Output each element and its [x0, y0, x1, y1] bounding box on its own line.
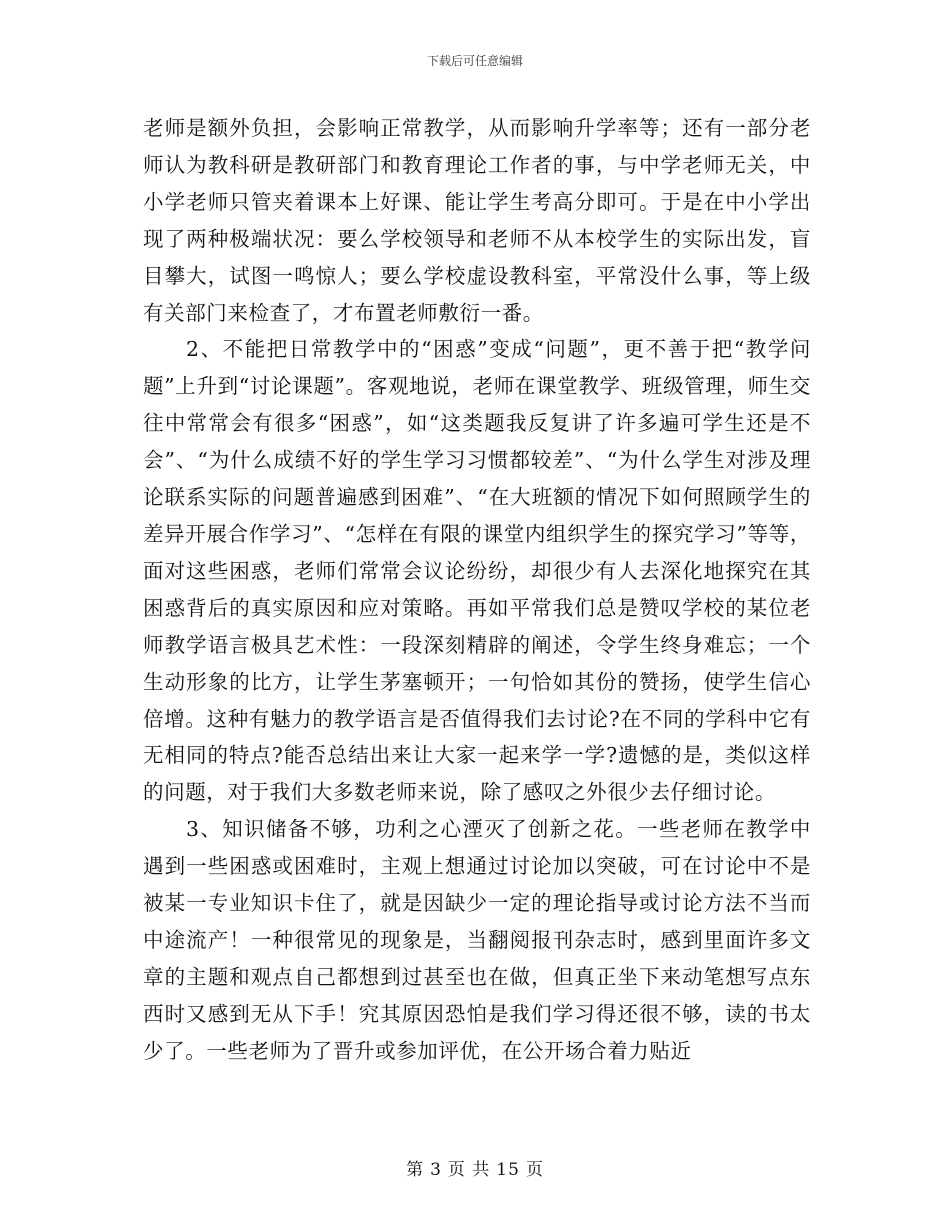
footer-middle: 页 共: [447, 1160, 491, 1180]
document-body: [143, 110, 811, 1070]
current-page-number: 3: [430, 1160, 442, 1180]
paragraph-point-2: 2、不能把日常教学中的“困惑”变成“问题”，更不善于把“教学问题”上升到“讨论课题”。客观地说，老师在课堂教学、班级管理，师生交往中常常会有很多“困惑”，如“这类题我反复讲了许多遍可学生还是不会”、“为什么成绩不好的学生学习习惯都较差”、“为什么学生对涉及理论联系实际的问题普遍感到困难”、“在大班额的情况下如何照顾学生的差异开展合作学习”、“怎样在有限的课堂内组织学生的探究学习”等等，面对这些困惑，老师们常常会议论纷纷，却很少有人去深化地探究在其困惑背后的真实原因和应对策略。再如平常我们总是赞叹学校的某位老师教学语言极具艺术性：一段深刻精辟的阐述，令学生终身难忘；一个生动形象的比方，让学生茅塞顿开；一句恰如其份的赞扬，使学生信心倍增。这种有魅力的教学语言是否值得我们去讨论?在不同的学科中它有无相同的特点?能否总结出来让大家一起来学一学?遗憾的是，类似这样的问题，对于我们大多数老师来说，除了感叹之外很少去仔细讨论。: [143, 337, 811, 805]
paragraph-point-3: 3、知识储备不够，功利之心湮灭了创新之花。一些老师在教学中遇到一些困惑或困难时，主观上想通过讨论加以突破，可在讨论中不是被某一专业知识卡住了，就是因缺少一定的理论指导或讨论方法不当而中途流产！一种很常见的现象是，当翻阅报刊杂志时，感到里面许多文章的主题和观点自己都想到过甚至也在做，但真正坐下来动笔想写点东西时又感到无从下手！究其原因恐怕是我们学习得还很不够，读的书太少了。一些老师为了晋升或参加评优，在公开场合着力贴近: [143, 817, 811, 1063]
page-footer: [0, 1155, 950, 1180]
footer-suffix: 页: [525, 1160, 544, 1180]
footer-prefix: 第: [406, 1160, 425, 1180]
total-page-number: 15: [496, 1160, 520, 1180]
page-header-note: 下载后可任意编辑: [426, 54, 523, 68]
paragraph-continuation: 老师是额外负担，会影响正常教学，从而影响升学率等；还有一部分老师认为教科研是教研部门和教育理论工作者的事，与中学老师无关，中小学老师只管夹着课本上好课、能让学生考高分即可。于是在中小学出现了两种极端状况：要么学校领导和老师不从本校学生的实际出发，盲目攀大，试图一鸣惊人；要么学校虚设教科室，平常没什么事，等上级有关部门来检查了，才布置老师敷衍一番。: [143, 116, 811, 325]
